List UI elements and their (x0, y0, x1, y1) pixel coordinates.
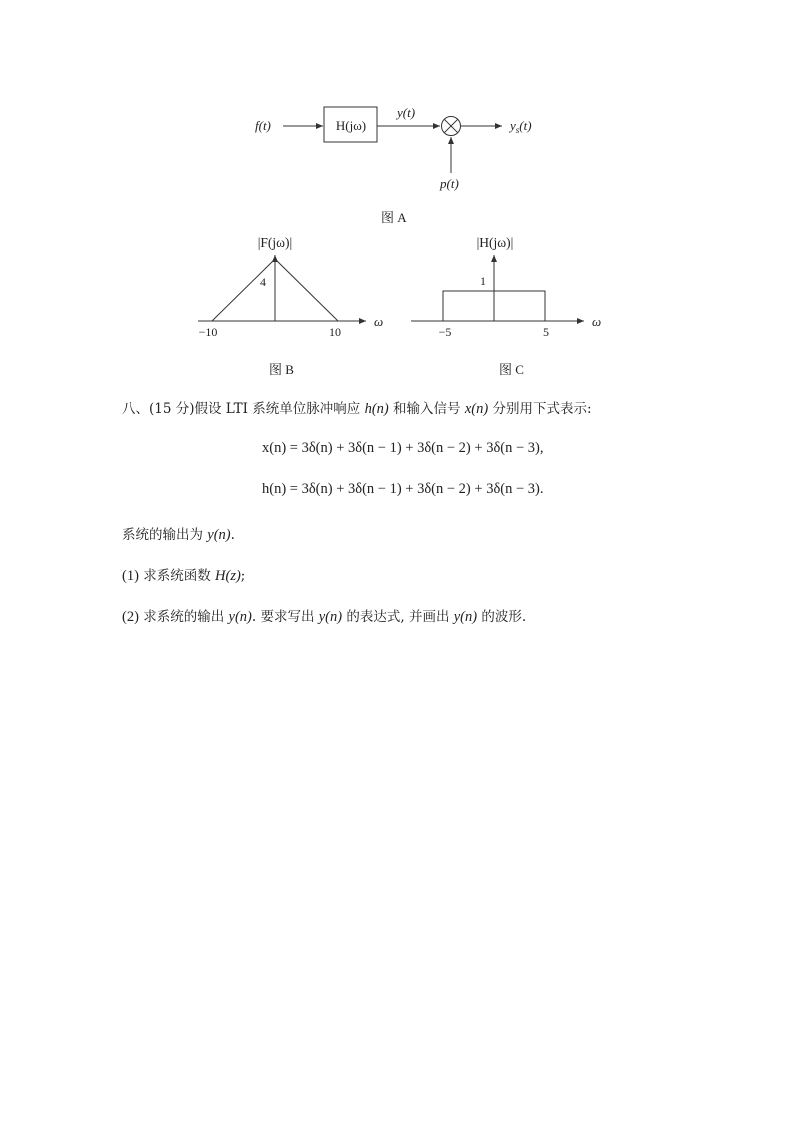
equation-h: h(n) = 3δ(n) + 3δ(n − 1) + 3δ(n − 2) + 3δ(n − 3). (262, 481, 544, 497)
y-symbol-b: y(n) (318, 609, 343, 625)
figure-a-caption: 图 A (381, 210, 407, 225)
output-text-b: . (230, 527, 235, 543)
figure-b-chart (190, 228, 400, 350)
figure-b-tick-pos: 10 (329, 325, 341, 339)
figure-c-xlabel: ω (592, 314, 602, 329)
output-text-a: 系统的输出为 (122, 527, 208, 543)
x-symbol: x(n) (464, 401, 489, 417)
figure-b-tick-neg: −10 (198, 325, 218, 339)
problem-intro-text-c: 分别用下式表示: (488, 401, 592, 417)
figure-c-chart (405, 228, 615, 350)
question-2-text-a: 求系统的输出 (138, 609, 229, 625)
equation-x: x(n) = 3δ(n) + 3δ(n − 1) + 3δ(n − 2) + 3δ(n − 3), (262, 440, 544, 456)
figure-b-xlabel: ω (374, 314, 384, 329)
figure-c-level-label: 1 (480, 274, 486, 288)
figure-b-ylabel: |F(jω)| (257, 235, 293, 250)
figure-a-block-diagram (240, 95, 560, 205)
y-symbol-c: y(n) (453, 609, 478, 625)
output-signal-label: $y_s(t)$ (510, 118, 532, 135)
question-2 (122, 605, 526, 626)
output-statement (122, 523, 235, 544)
question-1-label: (1) (122, 568, 139, 584)
figure-c-tick-neg: −5 (438, 325, 452, 339)
figure-b-caption: 图 B (269, 362, 294, 377)
input-signal-label: f(t) (255, 118, 271, 133)
h-symbol: h(n) (364, 401, 389, 417)
question-1-text: 求系统函数 (138, 568, 216, 584)
Hz-symbol: H(z) (215, 568, 241, 584)
multiplier-input-label: p(t) (440, 176, 459, 191)
problem-intro-text-b: 和输入信号 (388, 401, 465, 417)
figure-b-peak-label: 4 (260, 275, 266, 289)
y-symbol-a: y(n) (228, 609, 252, 625)
system-block-label: H(jω) (335, 118, 367, 133)
figure-c-tick-pos: 5 (543, 325, 549, 339)
question-1-end: ; (240, 568, 246, 584)
figure-c-ylabel: |H(jω)| (476, 235, 514, 250)
question-2-text-c: 的表达式, 并画出 (342, 609, 454, 625)
problem-number: 八、 (122, 401, 149, 417)
question-2-text-d: 的波形. (477, 609, 527, 625)
problem-intro (122, 397, 592, 418)
question-2-label: (2) (122, 609, 139, 625)
mid-signal-label: y(t) (397, 105, 416, 120)
question-1 (122, 564, 245, 585)
question-2-text-b: . 要求写出 (251, 609, 319, 625)
figure-c-caption: 图 C (499, 362, 524, 377)
y-symbol: y(n) (207, 527, 231, 543)
problem-intro-text-a: (15 分)假设 LTI 系统单位脉冲响应 (149, 401, 365, 417)
